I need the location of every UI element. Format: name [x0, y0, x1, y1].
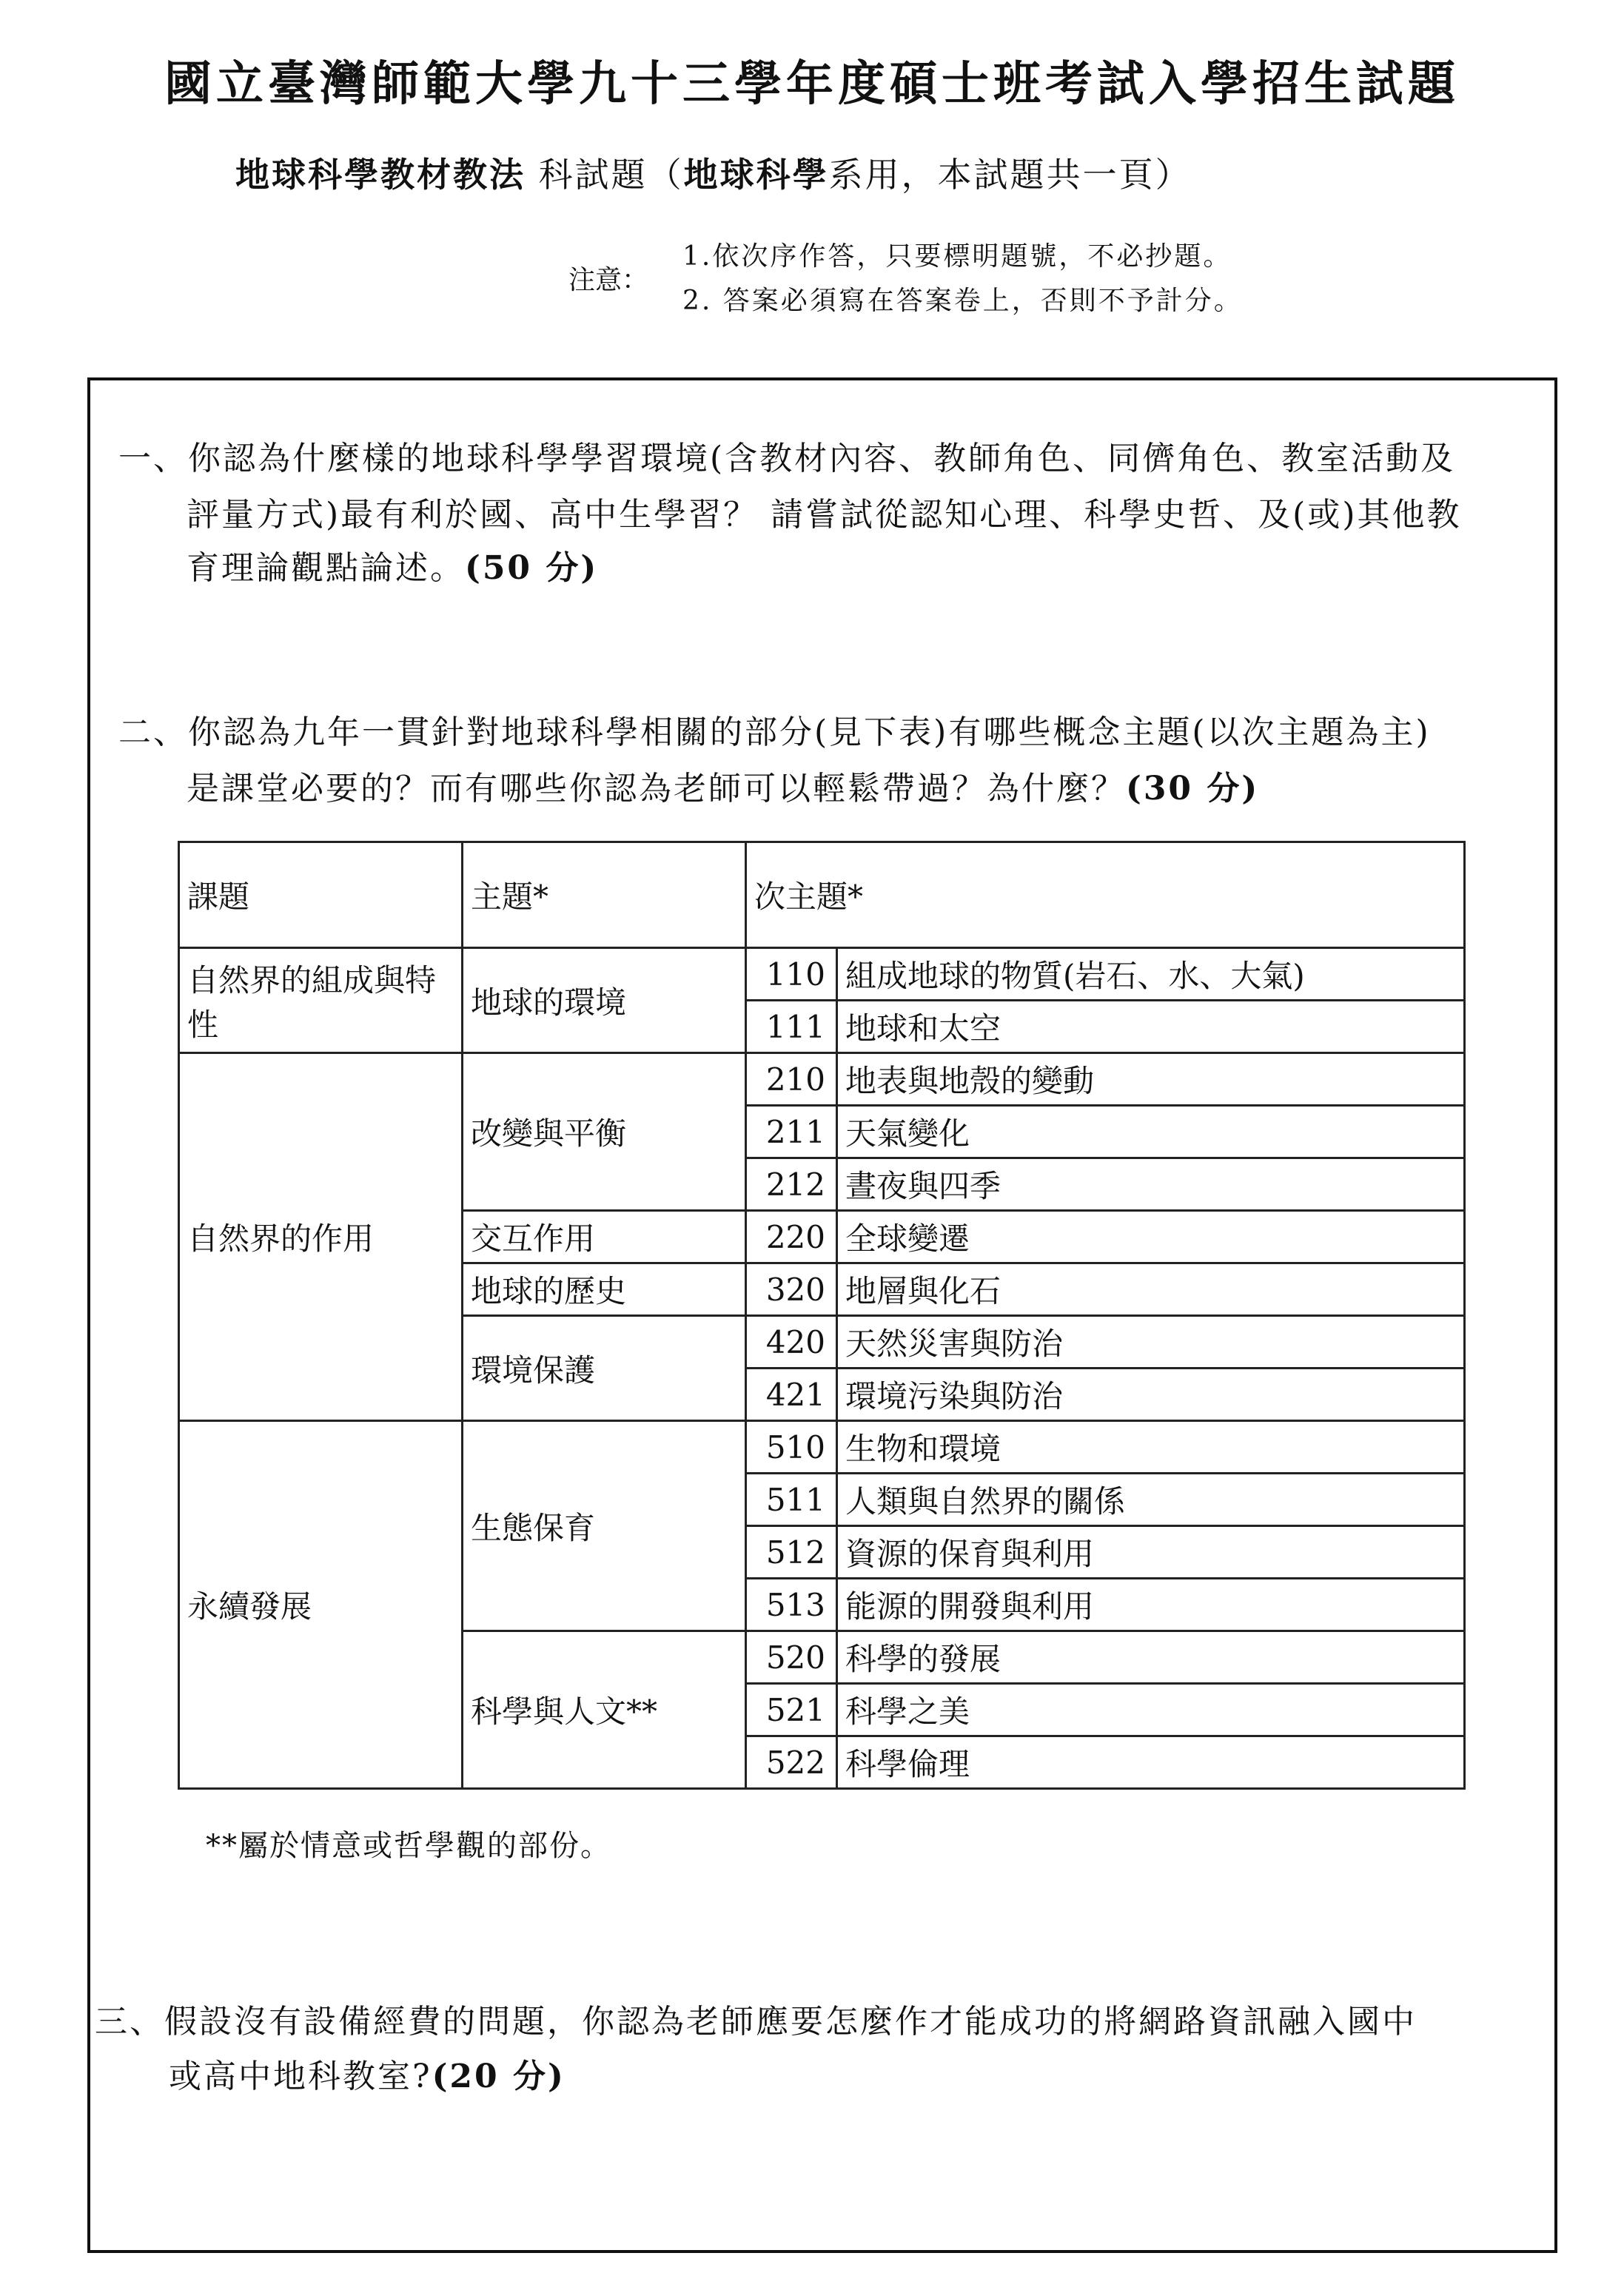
notice-label: 注意： [568, 265, 649, 295]
curriculum-topics-table [178, 841, 1466, 1790]
notice-item-2: 2. 答案必須寫在答案卷上，否則不予計分。 [682, 286, 1243, 316]
question-3-points: (20 分) [432, 2058, 566, 2095]
subtheme-code: 210 [746, 1053, 837, 1106]
theme-cell: 地球的歷史 [463, 1263, 746, 1316]
subtheme-name: 晝夜與四季 [837, 1158, 1465, 1211]
subject-suffix: 科試題（ [526, 155, 684, 195]
subtheme-name: 人類與自然界的關係 [837, 1474, 1465, 1526]
question-2-points: (30 分) [1126, 770, 1260, 807]
subtheme-code: 511 [746, 1474, 837, 1526]
header-subtheme: 次主題* [746, 842, 1465, 948]
question-1-points: (50 分) [465, 549, 599, 587]
subtheme-code: 520 [746, 1631, 837, 1684]
subtheme-code: 421 [746, 1369, 837, 1421]
subtheme-name: 地表與地殼的變動 [837, 1053, 1465, 1106]
notice-item-1: 1.依次序作答，只要標明題號，不必抄題。 [682, 241, 1232, 272]
department-name: 地球科學 [683, 155, 829, 195]
subtheme-name: 全球變遷 [837, 1211, 1465, 1263]
subtheme-name: 天氣變化 [837, 1106, 1465, 1158]
question-2-line-1: 二、你認為九年一貫針對地球科學相關的部分(見下表)有哪些概念主題(以次主題為主) [118, 713, 1431, 751]
subtheme-name: 科學倫理 [837, 1736, 1465, 1789]
question-3-line-1: 三、假設沒有設備經費的問題，你認為老師應要怎麼作才能成功的將網路資訊融入國中 [95, 2003, 1417, 2041]
course-cell: 永續發展 [179, 1421, 463, 1789]
exam-subtitle [235, 148, 1192, 197]
subtheme-code: 513 [746, 1579, 837, 1631]
subtheme-name: 環境污染與防治 [837, 1369, 1465, 1421]
course-cell: 自然界的作用 [179, 1053, 463, 1421]
subtheme-code: 521 [746, 1684, 837, 1736]
course-cell: 自然界的組成與特性 [179, 948, 463, 1053]
theme-cell: 科學與人文** [463, 1631, 746, 1789]
subtheme-name: 組成地球的物質(岩石、水、大氣) [837, 948, 1465, 1001]
theme-cell: 地球的環境 [463, 948, 746, 1053]
subtheme-code: 420 [746, 1316, 837, 1369]
exam-title: 國立臺灣師範大學九十三學年度碩士班考試入學招生試題 [164, 56, 1460, 112]
header-theme: 主題* [463, 842, 746, 948]
subtheme-code: 110 [746, 948, 837, 1001]
subtheme-code: 212 [746, 1158, 837, 1211]
subtheme-code: 510 [746, 1421, 837, 1474]
department-suffix: 系用，本試題共一頁） [828, 155, 1192, 195]
table-footnote: **屬於情意或哲學觀的部份。 [206, 1829, 611, 1863]
subtheme-code: 220 [746, 1211, 837, 1263]
subtheme-name: 天然災害與防治 [837, 1316, 1465, 1369]
subtheme-code: 211 [746, 1106, 837, 1158]
subtheme-code: 512 [746, 1526, 837, 1579]
subtheme-name: 地層與化石 [837, 1263, 1465, 1316]
question-2-text-end: 是課堂必要的？而有哪些你認為老師可以輕鬆帶過？為什麼？ [187, 770, 1126, 807]
question-3-text-end: 或高中地科教室? [169, 2058, 432, 2095]
question-1-line-1: 一、你認為什麼樣的地球科學學習環境(含教材內容、教師角色、同儕角色、教室活動及 [118, 440, 1456, 477]
subtheme-name: 資源的保育與利用 [837, 1526, 1465, 1579]
subtheme-code: 320 [746, 1263, 837, 1316]
table-header-row [179, 842, 1465, 948]
subtheme-name: 能源的開發與利用 [837, 1579, 1465, 1631]
question-1-line-2: 評量方式)最有利於國、高中生學習？ 請嘗試從認知心理、科學史哲、及(或)其他教 [187, 496, 1462, 534]
theme-cell: 改變與平衡 [463, 1053, 746, 1211]
theme-cell: 生態保育 [463, 1421, 746, 1631]
subtheme-code: 111 [746, 1001, 837, 1053]
subtheme-name: 科學的發展 [837, 1631, 1465, 1684]
theme-cell: 環境保護 [463, 1316, 746, 1421]
question-2-line-2 [187, 762, 1259, 816]
question-1-line-3 [187, 542, 598, 595]
subtheme-name: 科學之美 [837, 1684, 1465, 1736]
subject-name: 地球科學教材教法 [235, 155, 526, 195]
subtheme-name: 地球和太空 [837, 1001, 1465, 1053]
theme-cell: 交互作用 [463, 1211, 746, 1263]
table-row [179, 948, 1465, 1001]
question-3-line-2 [169, 2050, 566, 2103]
subtheme-code: 522 [746, 1736, 837, 1789]
header-course: 課題 [179, 842, 463, 948]
table-row [179, 1053, 1465, 1106]
subtheme-name: 生物和環境 [837, 1421, 1465, 1474]
question-1-text-end: 育理論觀點論述。 [187, 549, 465, 587]
table-row [179, 1421, 1465, 1474]
